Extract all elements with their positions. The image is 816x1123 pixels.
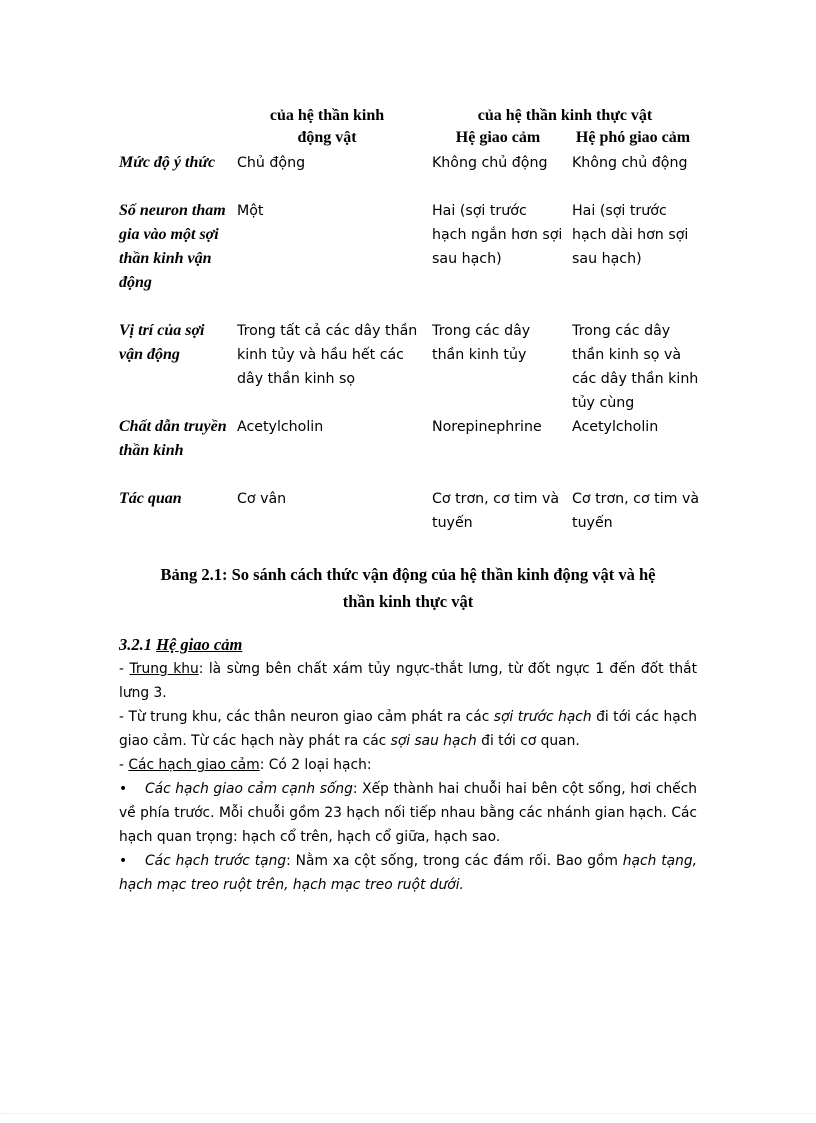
term-postganglionic: sợi sau hạch — [390, 733, 477, 749]
cell-fiber-location-animal: Trong tất cả các dây thần kinh tủy và hầu hết các dây thần kinh sọ — [237, 323, 418, 387]
section-heading — [119, 634, 242, 656]
paragraph-ganglia — [119, 753, 697, 777]
dash: - — [119, 661, 130, 677]
header-sympathetic: Hệ giao cảm — [455, 129, 541, 146]
row-label-neurotransmitter: Chất dẫn truyền thần kinh — [119, 418, 227, 459]
term-prevertebral-ganglia-list: hạch tạng, hạch mạc treo ruột trên, hạch mạc treo ruột dưới. — [119, 853, 697, 893]
paragraph-fibers-text-c: đi tới cơ quan. — [476, 733, 580, 749]
header-col1-line1: của hệ thần kinh — [269, 107, 385, 124]
paragraph-center-text: : là sừng bên chất xám tủy ngực-thắt lưng, từ đốt ngực 1 đến đốt thắt lưng 3. — [119, 661, 697, 701]
cell-effector-parasympathetic: Cơ trơn, cơ tim và tuyến — [572, 491, 700, 531]
bullet-paravertebral — [119, 777, 697, 849]
bullet-prevertebral — [119, 849, 697, 897]
row-label-effector: Tác quan — [119, 490, 182, 507]
row-label-neuron-count: Số neuron tham gia vào một sợi thần kinh vận động — [119, 202, 226, 291]
term-ganglia: Các hạch giao cảm — [128, 757, 260, 773]
cell-neuron-count-parasympathetic: Hai (sợi trước hạch dài hơn sợi sau hạch) — [572, 203, 689, 267]
term-center: Trung khu — [129, 661, 199, 677]
header-animal-nervous-system — [237, 105, 417, 149]
header-parasympathetic: Hệ phó giao cảm — [575, 129, 691, 146]
section-number: 3.2.1 — [119, 635, 157, 654]
paragraph-fibers — [119, 705, 697, 753]
cell-neurotransmitter-parasympathetic: Acetylcholin — [572, 419, 659, 435]
header-col1-line2: động vật — [297, 129, 357, 146]
cell-consciousness-parasympathetic: Không chủ động — [572, 155, 688, 171]
term-paravertebral: Các hạch giao cảm cạnh sống — [145, 781, 353, 797]
header-autonomic-group: của hệ thần kinh thực vật — [477, 107, 653, 124]
cell-neuron-count-sympathetic: Hai (sợi trước hạch ngắn hơn sợi sau hạch) — [432, 203, 563, 267]
bullet-paravertebral-text: : Xếp thành hai chuỗi hai bên cột sống, hơi chếch về phía trước. Mỗi chuỗi gồm 23 hạch nối tiếp nhau bằng các nhánh gian hạch. Các hạch quan trọng: hạch cổ trên, hạch cổ giữa, hạch sao. — [119, 781, 698, 845]
caption-line-2: thần kinh thực vật — [342, 592, 474, 611]
cell-neuron-count-animal: Một — [237, 203, 264, 219]
term-preganglionic: sợi trước hạch — [493, 709, 592, 725]
cell-neurotransmitter-sympathetic: Norepinephrine — [432, 419, 542, 435]
paragraph-fibers-text-a: - Từ trung khu, các thân neuron giao cảm phát ra các — [119, 709, 494, 725]
section-title: Hệ giao cảm — [156, 635, 243, 654]
dash: - — [119, 757, 129, 773]
row-label-consciousness: Mức độ ý thức — [119, 154, 216, 171]
paragraph-ganglia-text: : Có 2 loại hạch: — [259, 757, 372, 773]
bullet-icon: • — [119, 781, 128, 797]
cell-neurotransmitter-animal: Acetylcholin — [237, 419, 324, 435]
paragraph-center — [119, 657, 697, 705]
cell-consciousness-animal: Chủ động — [237, 155, 306, 171]
paragraph-fibers-text-b: đi tới các hạch giao cảm. Từ các hạch này phát ra các — [119, 709, 697, 749]
caption-line-1: Bảng 2.1: So sánh cách thức vận động của hệ thần kinh động vật và hệ — [160, 565, 656, 584]
table-caption — [119, 561, 697, 615]
cell-fiber-location-parasympathetic: Trong các dây thần kinh sọ và các dây thần kinh tủy cùng — [572, 323, 699, 411]
bullet-icon: • — [119, 853, 128, 869]
cell-effector-sympathetic: Cơ trơn, cơ tim và tuyến — [432, 491, 560, 531]
page-bottom-divider — [0, 1113, 816, 1114]
row-label-fiber-location: Vị trí của sợi vận động — [119, 322, 205, 363]
cell-fiber-location-sympathetic: Trong các dây thần kinh tủy — [432, 323, 531, 363]
cell-consciousness-sympathetic: Không chủ động — [432, 155, 548, 171]
term-prevertebral: Các hạch trước tạng — [145, 853, 287, 869]
bullet-prevertebral-text: : Nằm xa cột sống, trong các đám rối. Bao gồm — [286, 853, 623, 869]
cell-effector-animal: Cơ vân — [237, 491, 287, 507]
